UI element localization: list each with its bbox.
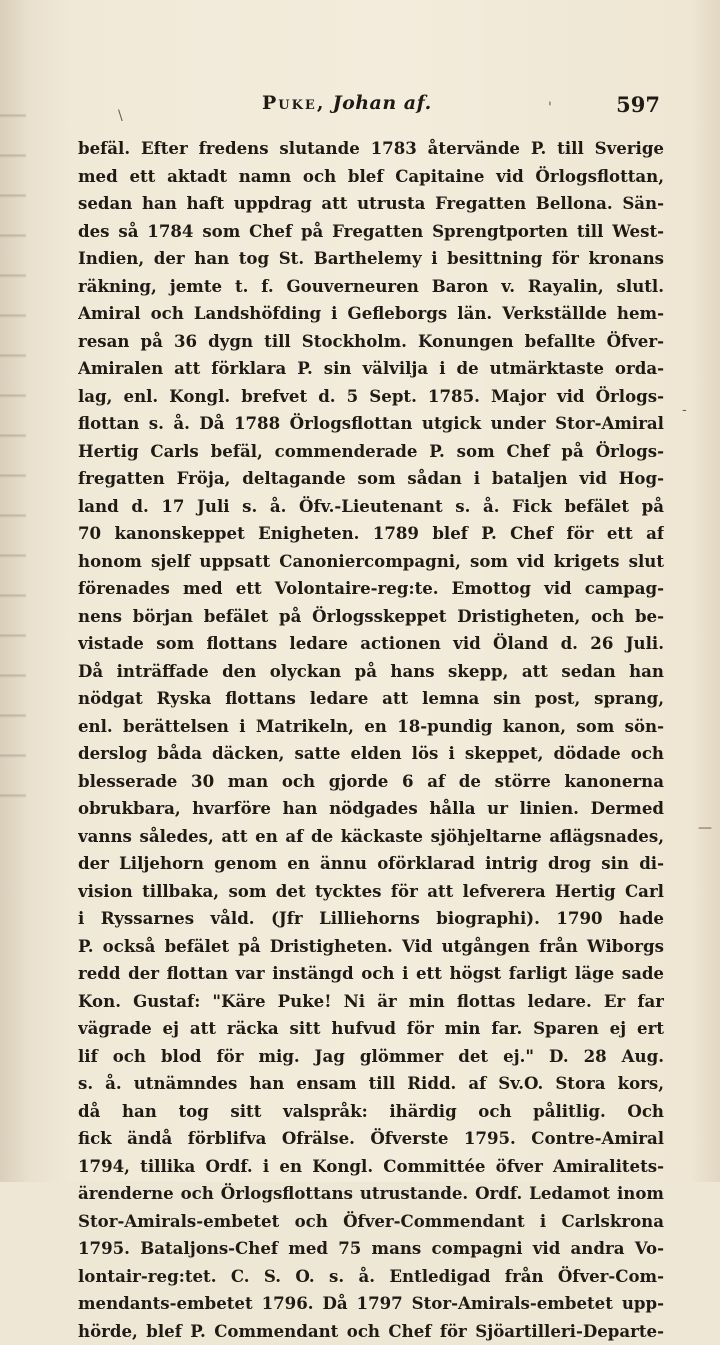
text-line: befäl. Efter fredens slutande 1783 återvände P. till Sverige: [78, 135, 664, 163]
text-line: P. också befälet på Dristigheten. Vid utgången från Wiborgs: [78, 933, 664, 961]
margin-mark: -: [682, 402, 687, 418]
text-line: förenades med ett Volontaire-reg:te. Emottog vid campag-: [78, 575, 664, 603]
text-line: resan på 36 dygn till Stockholm. Konungen befallte Öfver-: [78, 328, 664, 356]
text-line: fregatten Fröja, deltagande som sådan i bataljen vid Hog-: [78, 465, 664, 493]
text-line: 1794, tillika Ordf. i en Kongl. Committée öfver Amiralitets-: [78, 1153, 664, 1181]
text-line: Hertig Carls befäl, commenderade P. som Chef på Örlogs-: [78, 438, 664, 466]
running-title: [262, 92, 432, 114]
print-speck: ': [548, 100, 552, 116]
text-line: med ett aktadt namn och blef Capitaine vid Örlogsflottan,: [78, 163, 664, 191]
text-line: lag, enl. Kongl. brefvet d. 5 Sept. 1785. Major vid Örlogs-: [78, 383, 664, 411]
text-line: mendants-embetet 1796. Då 1797 Stor-Amirals-embetet upp-: [78, 1290, 664, 1318]
page-number: 597: [616, 92, 660, 117]
text-line: lontair-reg:tet. C. S. O. s. å. Entledigad från Öfver-Com-: [78, 1263, 664, 1291]
text-line: lif och blod för mig. Jag glömmer det ej." D. 28 Aug.: [78, 1043, 664, 1071]
text-line: land d. 17 Juli s. å. Öfv.-Lieutenant s. å. Fick befälet på: [78, 493, 664, 521]
text-line: i Ryssarnes våld. (Jfr Lilliehorns biographi). 1790 hade: [78, 905, 664, 933]
text-line: des så 1784 som Chef på Fregatten Sprengtporten till West-: [78, 218, 664, 246]
text-line: ärenderne och Örlogsflottans utrustande. Ordf. Ledamot inom: [78, 1180, 664, 1208]
text-line: der Liljehorn genom en ännu oförklarad intrig drog sin di-: [78, 850, 664, 878]
text-line: Kon. Gustaf: "Käre Puke! Ni är min flottas ledare. Er far: [78, 988, 664, 1016]
text-line: vision tillbaka, som det tycktes för att lefverera Hertig Carl: [78, 878, 664, 906]
text-line: Stor-Amirals-embetet och Öfver-Commendant i Carlskrona: [78, 1208, 664, 1236]
text-line: räkning, jemte t. f. Gouverneuren Baron v. Rayalin, slutl.: [78, 273, 664, 301]
text-line: Indien, der han tog St. Barthelemy i besittning för kronans: [78, 245, 664, 273]
text-line: Då inträffade den olyckan på hans skepp, att sedan han: [78, 658, 664, 686]
text-line: Amiralen att förklara P. sin välvilja i de utmärktaste orda-: [78, 355, 664, 383]
text-line: nens början befälet på Örlogsskeppet Dristigheten, och be-: [78, 603, 664, 631]
text-line: hörde, blef P. Commendant och Chef för Sjöartilleri-Departe-: [78, 1318, 664, 1345]
text-line: sedan han haft uppdrag att utrusta Fregatten Bellona. Sän-: [78, 190, 664, 218]
running-title-surname: Puke,: [262, 92, 325, 114]
text-line: vistade som flottans ledare actionen vid Öland d. 26 Juli.: [78, 630, 664, 658]
text-line: då han tog sitt valspråk: ihärdig och pålitlig. Och: [78, 1098, 664, 1126]
text-line: s. å. utnämndes han ensam till Ridd. af Sv.O. Stora kors,: [78, 1070, 664, 1098]
text-line: 70 kanonskeppet Enigheten. 1789 blef P. Chef för ett af: [78, 520, 664, 548]
text-line: vägrade ej att räcka sitt hufvud för min far. Sparen ej ert: [78, 1015, 664, 1043]
body-text: [78, 135, 664, 1345]
text-line: nödgat Ryska flottans ledare att lemna sin post, sprang,: [78, 685, 664, 713]
text-line: obrukbara, hvarföre han nödgades hålla ur linien. Dermed: [78, 795, 664, 823]
text-line: 1795. Bataljons-Chef med 75 mans compagni vid andra Vo-: [78, 1235, 664, 1263]
binding-edge-show-through: [0, 100, 26, 800]
text-line: flottan s. å. Då 1788 Örlogsflottan utgick under Stor-Amiral: [78, 410, 664, 438]
running-title-given: Johan af.: [333, 92, 432, 114]
page-header: [250, 92, 660, 122]
text-line: redd der flottan var instängd och i ett högst farligt läge sade: [78, 960, 664, 988]
text-line: fick ändå förblifva Ofrälse. Öfverste 1795. Contre-Amiral: [78, 1125, 664, 1153]
text-line: vanns således, att en af de käckaste sjöhjeltarne aflägsnades,: [78, 823, 664, 851]
margin-mark: —: [698, 820, 712, 836]
print-speck: \: [118, 108, 123, 124]
text-line: Amiral och Landshöfding i Gefleborgs län. Verkställde hem-: [78, 300, 664, 328]
text-line: honom sjelf uppsatt Canoniercompagni, som vid krigets slut: [78, 548, 664, 576]
text-line: enl. berättelsen i Matrikeln, en 18-pundig kanon, som sön-: [78, 713, 664, 741]
text-line: derslog båda däcken, satte elden lös i skeppet, dödade och: [78, 740, 664, 768]
text-line: blesserade 30 man och gjorde 6 af de större kanonerna: [78, 768, 664, 796]
